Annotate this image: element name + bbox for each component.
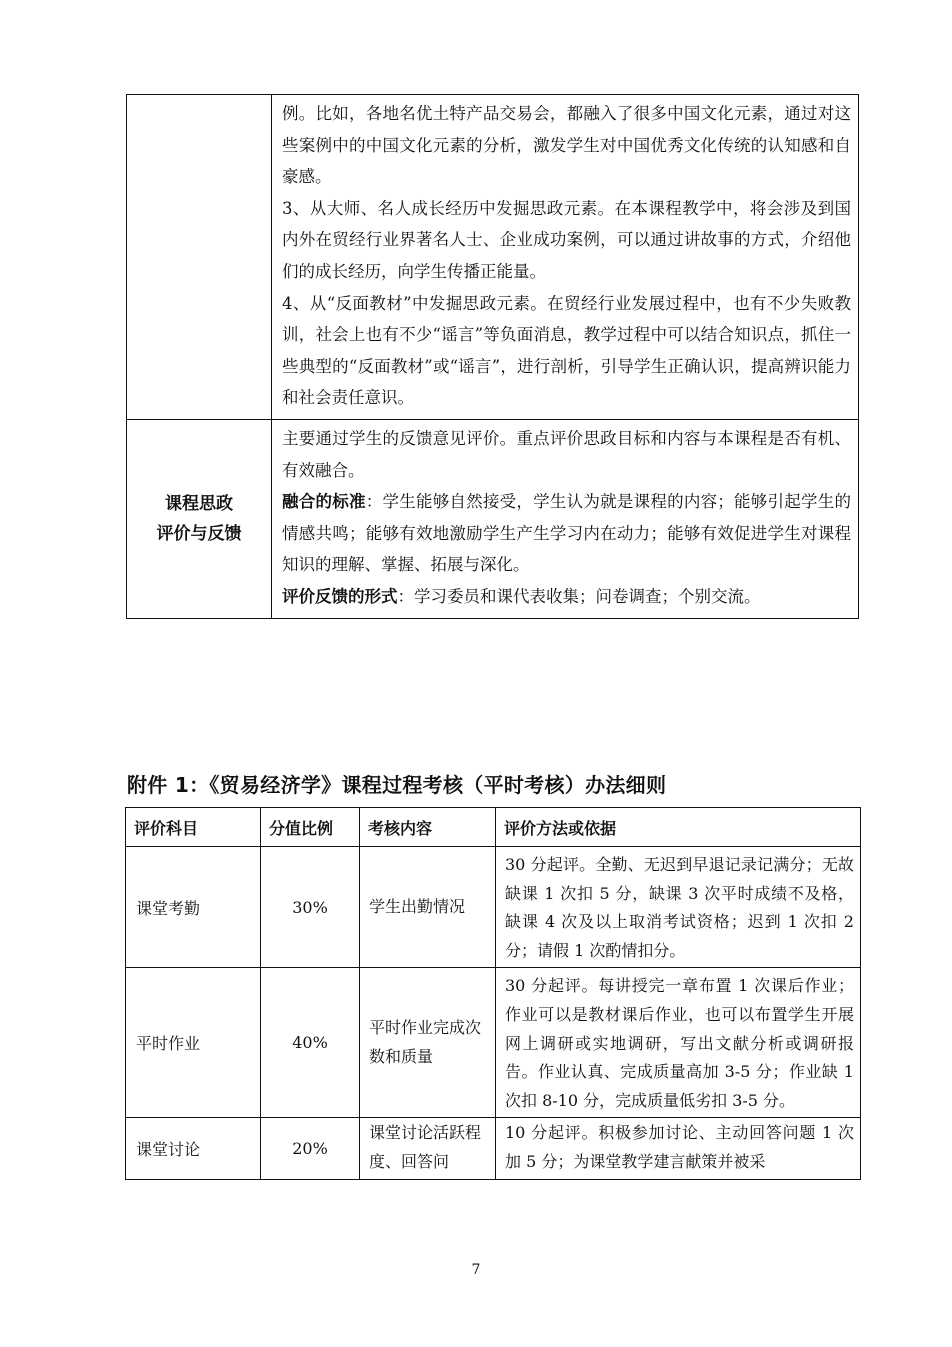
table-row (126, 1118, 861, 1180)
table-row (127, 95, 859, 420)
paragraph: 融合的标准：学生能够自然接受，学生认为就是课程的内容；能够引起学生的情感共鸣；能够有效地激励学生产生学习内在动力；能够有效促进学生对课程知识的理解、掌握、拓展与深化。 (282, 492, 852, 575)
content-cell (272, 419, 859, 618)
attachment-title: 附件 1：《贸易经济学》课程过程考核（平时考核）办法细则 (127, 773, 667, 797)
paragraph: 评价反馈的形式：学习委员和课代表收集；问卷调查；个别交流。 (282, 586, 761, 606)
table-row (126, 968, 861, 1118)
assessment-table (125, 807, 861, 1180)
subject-cell: 课堂考勤 (126, 847, 261, 968)
subject-cell: 平时作业 (126, 968, 261, 1118)
paragraph: 例。比如，各地名优土特产品交易会，都融入了很多中国文化元素，通过对这些案例中的中国文化元素的分析，激发学生对中国优秀文化传统的认知感和自豪感。 (282, 104, 851, 187)
row-label-cell (127, 419, 272, 618)
paragraph: 3、从大师、名人成长经历中发掘思政元素。在本课程教学中，将会涉及到国内外在贸经行业界著名人士、企业成功案例，可以通过讲故事的方式，介绍他们的成长经历，向学生传播正能量。 (282, 198, 851, 281)
percent-cell: 30% (261, 847, 360, 968)
content-cell: 课堂讨论活跃程度、回答问 (360, 1118, 496, 1180)
column-header: 考核内容 (360, 808, 496, 847)
column-header: 评价科目 (126, 808, 261, 847)
table-row (127, 419, 859, 618)
content-cell: 学生出勤情况 (360, 847, 496, 968)
table-row (126, 847, 861, 968)
subject-cell: 课堂讨论 (126, 1118, 261, 1180)
percent-cell: 20% (261, 1118, 360, 1180)
form-label: 评价反馈的形式 (282, 586, 398, 606)
paragraph: 4、从“反面教材”中发掘思政元素。在贸经行业发展过程中，也有不少失败教训，社会上也有不少“谣言”等负面消息，教学过程中可以结合知识点，抓住一些典型的“反面教材”或“谣言”，进行剖析，引导学生正确认识，提高辨识能力和社会责任意识。 (282, 293, 851, 408)
standard-label: 融合的标准 (282, 492, 366, 512)
method-cell: 10 分起评。积极参加讨论、主动回答问题 1 次加 5 分；为课堂教学建言献策并被采 (496, 1118, 861, 1180)
header-row (126, 808, 861, 847)
content-cell (272, 95, 859, 420)
paragraph: 主要通过学生的反馈意见评价。重点评价思政目标和内容与本课程是否有机、有效融合。 (282, 428, 851, 480)
method-cell: 30 分起评。全勤、无迟到早退记录记满分；无故缺课 1 次扣 5 分，缺课 3 次平时成绩不及格，缺课 4 次及以上取消考试资格；迟到 1 次扣 2 分；请假 1 次酌情扣分。 (496, 847, 861, 968)
empty-label-cell (127, 95, 272, 420)
ideology-content-table (126, 94, 859, 619)
content-cell: 平时作业完成次数和质量 (360, 968, 496, 1118)
column-header: 评价方法或依据 (496, 808, 861, 847)
row-label: 课程思政 评价与反馈 (156, 493, 242, 544)
column-header: 分值比例 (261, 808, 360, 847)
percent-cell: 40% (261, 968, 360, 1118)
method-cell: 30 分起评。每讲授完一章布置 1 次课后作业；作业可以是教材课后作业，也可以布置学生开展网上调研或实地调研，写出文献分析或调研报告。作业认真、完成质量高加 3-5 分；作业缺 1 次扣 8-10 分，完成质量低劣扣 3-5 分。 (496, 968, 861, 1118)
page-number: 7 (471, 1262, 481, 1278)
